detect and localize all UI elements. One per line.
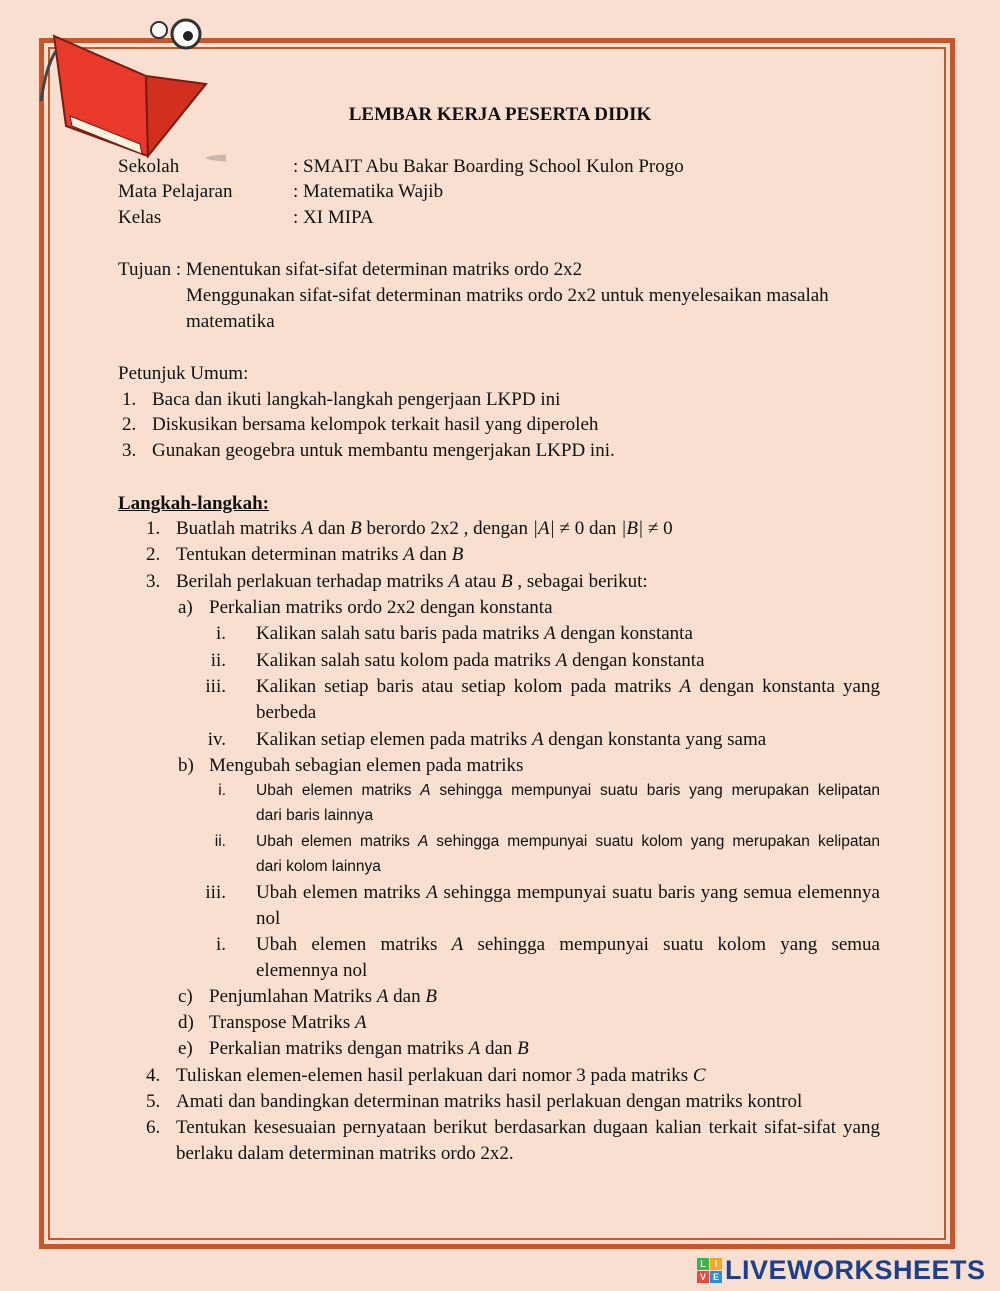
sub-letter: c) [178, 986, 193, 1007]
sub-e: Perkalian matriks dengan matriks A dan B [209, 1038, 529, 1059]
sub-b-item: Ubah elemen matriks A sehingga mempunyai suatu baris yang merupakan kelipatan [256, 782, 880, 799]
step-num: 5. [146, 1091, 161, 1112]
info-label-subject: Mata Pelajaran [118, 181, 233, 202]
sub-b: Mengubah sebagian elemen pada matriks [209, 755, 524, 776]
sub-a-item-cont: berbeda [256, 702, 317, 723]
roman-num: i. [215, 934, 226, 955]
step-num: 6. [146, 1117, 161, 1138]
step-6-line2: berlaku dalam determinan matriks ordo 2x2. [176, 1143, 514, 1164]
tujuan-line3: matematika [186, 311, 275, 332]
step-1: Buatlah matriks A dan B berordo 2x2 , dengan |A| ≠ 0 dan |B| ≠ 0 [176, 518, 673, 539]
step-5: Amati dan bandingkan determinan matriks hasil perlakuan dengan matriks kontrol [176, 1091, 803, 1112]
info-value-school: : SMAIT Abu Bakar Boarding School Kulon Progo [293, 156, 684, 177]
liveworksheets-logo [697, 1255, 986, 1285]
sub-b-item-cont: elemennya nol [256, 960, 368, 981]
sub-a-item: Kalikan setiap baris atau setiap kolom pada matriks A dengan konstanta yang [256, 676, 880, 697]
langkah-heading: Langkah-langkah: [118, 493, 270, 514]
tujuan-line1: Tujuan : Menentukan sifat-sifat determinan matriks ordo 2x2 [118, 259, 583, 280]
step-3: Berilah perlakuan terhadap matriks A atau B , sebagai berikut: [176, 571, 648, 592]
sub-d: Transpose Matriks A [209, 1012, 367, 1033]
sub-a-item: Kalikan setiap elemen pada matriks A dengan konstanta yang sama [256, 729, 767, 750]
step-num: 3. [146, 571, 161, 592]
info-value-subject: : Matematika Wajib [293, 181, 444, 202]
roman-num: iii. [205, 882, 226, 903]
petunjuk-item: Diskusikan bersama kelompok terkait hasil yang diperoleh [152, 414, 599, 435]
sub-a: Perkalian matriks ordo 2x2 dengan konstanta [209, 597, 553, 618]
sub-a-item: Kalikan salah satu kolom pada matriks A dengan konstanta [256, 650, 705, 671]
petunjuk-num: 1. [122, 389, 137, 410]
sub-letter: b) [178, 755, 194, 776]
sub-b-item: Ubah elemen matriks A sehingga mempunyai suatu baris yang semua elemennya [256, 882, 880, 903]
book-reader-icon [36, 6, 226, 166]
step-num: 1. [146, 518, 161, 539]
tujuan-line2: Menggunakan sifat-sifat determinan matriks ordo 2x2 untuk menyelesaikan masalah [186, 285, 829, 306]
sub-letter: e) [178, 1038, 193, 1059]
sub-b-item-cont: dari kolom lainnya [256, 858, 381, 875]
sub-b-item: Ubah elemen matriks A sehingga mempunyai suatu kolom yang semua [256, 934, 880, 955]
step-num: 4. [146, 1065, 161, 1086]
page-title: LEMBAR KERJA PESERTA DIDIK [348, 104, 652, 125]
sub-a-item: Kalikan salah satu baris pada matriks A dengan konstanta [256, 623, 693, 644]
petunjuk-heading: Petunjuk Umum: [118, 363, 249, 384]
step-num: 2. [146, 544, 161, 565]
info-value-class: : XI MIPA [293, 207, 374, 228]
info-label-class: Kelas [118, 207, 162, 228]
sub-c: Penjumlahan Matriks A dan B [209, 986, 437, 1007]
roman-num: i. [215, 623, 226, 644]
liveworksheets-brand: LIVEWORKSHEETS [725, 1254, 986, 1285]
roman-num: iv. [207, 729, 226, 750]
roman-num: iii. [205, 676, 226, 697]
step-6-line1: Tentukan kesesuaian pernyataan berikut berdasarkan dugaan kalian terkait sifat-sifat yang [176, 1117, 880, 1138]
roman-num: ii. [214, 833, 226, 850]
sub-b-item-cont: dari baris lainnya [256, 807, 374, 824]
step-4: Tuliskan elemen-elemen hasil perlakuan dari nomor 3 pada matriks C [176, 1065, 706, 1086]
liveworksheets-box-icon: L I V E [697, 1258, 722, 1283]
roman-num: ii. [210, 650, 226, 671]
sub-b-item: Ubah elemen matriks A sehingga mempunyai suatu kolom yang merupakan kelipatan [256, 833, 880, 850]
roman-num: i. [218, 782, 226, 799]
petunjuk-item: Baca dan ikuti langkah-langkah pengerjaan LKPD ini [152, 389, 561, 410]
step-2: Tentukan determinan matriks A dan B [176, 544, 464, 565]
petunjuk-num: 2. [122, 414, 137, 435]
sub-letter: a) [178, 597, 193, 618]
info-label-school: Sekolah [118, 156, 180, 177]
petunjuk-num: 3. [122, 440, 137, 461]
sub-letter: d) [178, 1012, 194, 1033]
sub-b-item-cont: nol [256, 908, 281, 929]
petunjuk-item: Gunakan geogebra untuk membantu mengerjakan LKPD ini. [152, 440, 615, 461]
